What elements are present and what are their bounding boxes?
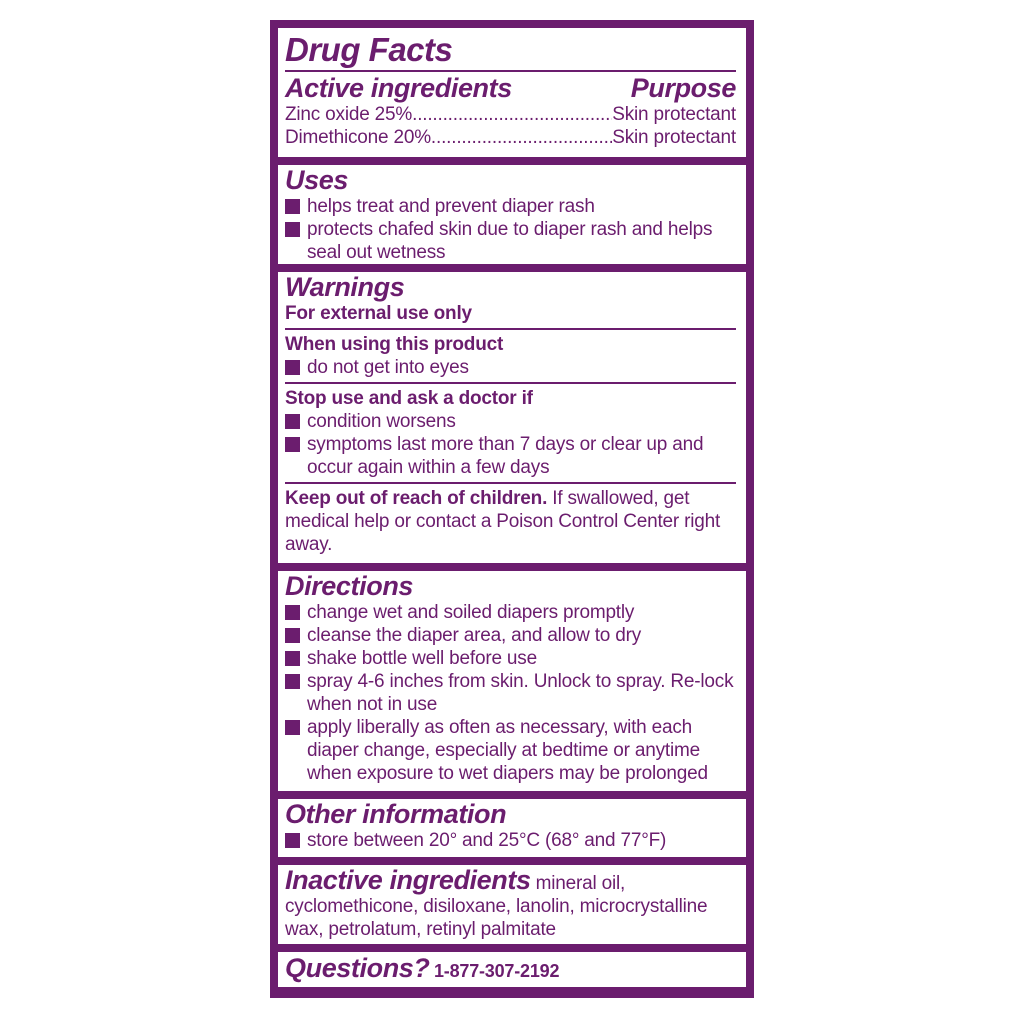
bullet-square-icon <box>285 414 300 429</box>
list-item: apply liberally as often as necessary, with each diaper change, especially at bedtime or anytime when exposure to wet diapers may be prolonged <box>285 716 736 785</box>
keep-out-text: Keep out of reach of children. If swallowed, get medical help or contact a Poison Control Center right away. <box>285 488 721 555</box>
bullet-square-icon <box>285 720 300 735</box>
drug-facts-panel <box>270 20 754 998</box>
stop-use-heading: Stop use and ask a doctor if <box>285 388 533 409</box>
bullet-square-icon <box>285 833 300 848</box>
uses-heading: Uses <box>285 165 348 195</box>
directions-section <box>278 571 746 791</box>
list-item: shake bottle well before use <box>285 647 736 670</box>
leader-dots <box>412 103 612 126</box>
ingredient-purpose: Skin protectant <box>612 104 736 125</box>
divider <box>285 328 736 330</box>
list-item: change wet and soiled diapers promptly <box>285 601 736 624</box>
bullet-square-icon <box>285 605 300 620</box>
external-use-text: For external use only <box>285 303 472 324</box>
list-item: condition worsens <box>285 410 736 433</box>
drug-facts-title: Drug Facts <box>285 31 453 68</box>
purpose-heading: Purpose <box>630 73 736 103</box>
list-item: cleanse the diaper area, and allow to dry <box>285 624 736 647</box>
list-item: helps treat and prevent diaper rash <box>285 195 736 218</box>
inactive-ingredients-section <box>278 865 746 944</box>
questions-heading: Questions? <box>285 953 430 983</box>
bullet-square-icon <box>285 437 300 452</box>
other-information-section <box>278 799 746 857</box>
inactive-ingredients-text: Inactive ingredients mineral oil, cyclomethicone, disiloxane, lanolin, microcrystalline wax, petrolatum, retinyl palmitate <box>285 865 708 940</box>
list-item: do not get into eyes <box>285 356 736 379</box>
directions-heading: Directions <box>285 571 414 601</box>
leader-dots <box>431 126 612 149</box>
questions-section <box>278 952 746 987</box>
ingredient-row <box>285 103 736 126</box>
warnings-section <box>278 272 746 563</box>
ingredient-name: Dimethicone 20% <box>285 127 431 148</box>
phone-number: 1-877-307-2192 <box>433 961 560 981</box>
inactive-ingredients-heading: Inactive ingredients <box>285 865 531 895</box>
warnings-heading: Warnings <box>285 272 405 302</box>
bullet-square-icon <box>285 674 300 689</box>
when-using-heading: When using this product <box>285 334 504 355</box>
bullet-square-icon <box>285 628 300 643</box>
active-ingredients-section <box>278 28 746 157</box>
list-item: protects chafed skin due to diaper rash and helps seal out wetness <box>285 218 736 264</box>
ingredient-purpose: Skin protectant <box>612 127 736 148</box>
ingredient-name: Zinc oxide 25% <box>285 104 413 125</box>
divider <box>285 482 736 484</box>
other-information-heading: Other information <box>285 799 507 829</box>
bullet-square-icon <box>285 222 300 237</box>
active-ingredients-heading: Active ingredients <box>285 73 512 103</box>
ingredient-row <box>285 126 736 149</box>
bullet-square-icon <box>285 651 300 666</box>
divider <box>285 382 736 384</box>
bullet-square-icon <box>285 199 300 214</box>
uses-section <box>278 165 746 264</box>
divider <box>285 70 736 72</box>
list-item: spray 4-6 inches from skin. Unlock to spray. Re-lock when not in use <box>285 670 736 716</box>
list-item: symptoms last more than 7 days or clear up and occur again within a few days <box>285 433 736 479</box>
list-item: store between 20° and 25°C (68° and 77°F) <box>285 829 736 852</box>
bullet-square-icon <box>285 360 300 375</box>
